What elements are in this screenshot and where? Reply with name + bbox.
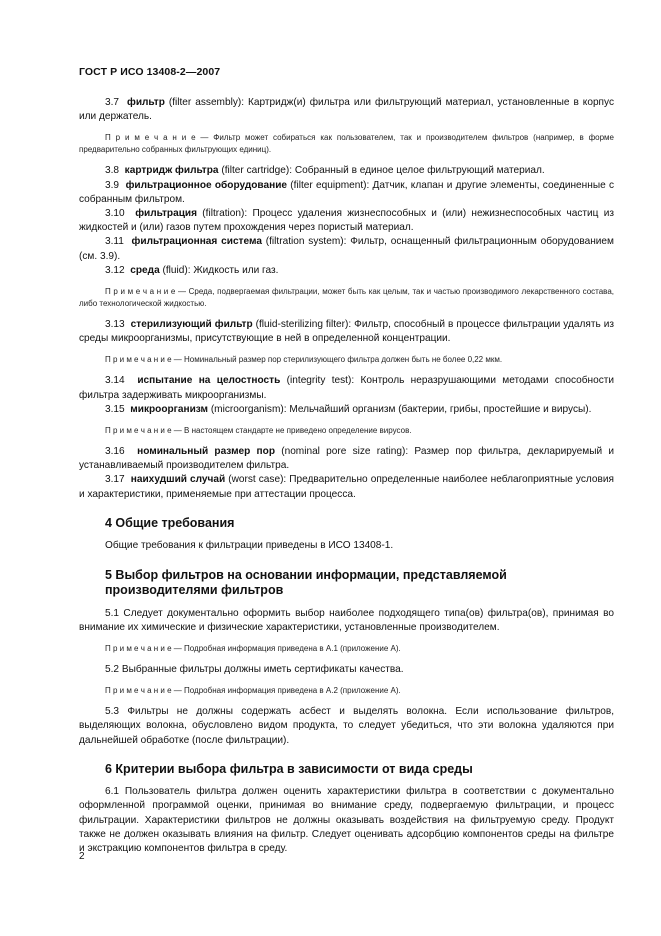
note-3-15: П р и м е ч а н и е — В настоящем стандарте не приведено определение вирусов. bbox=[105, 426, 412, 436]
term-name: микроорганизм bbox=[130, 403, 209, 415]
term-3-15: 3.15 микроорганизм (microorganism): Мельчайший организм (бактерии, грибы, простейшие и вирусы). bbox=[105, 403, 592, 415]
document-header: ГОСТ Р ИСО 13408-2—2007 bbox=[79, 66, 221, 78]
para-5-3: 5.3 Фильтры не должны содержать асбест и выделять волокна. Если использование фильтров, выделяющих волокна, обусловлено видом продукта, то следует убедиться, что эти волокна удаляются при дальнейшей обработке (после фильтрации). bbox=[79, 706, 614, 746]
term-3-8: 3.8 картридж фильтра (filter cartridge): Собранный в единое целое фильтрующий материал. bbox=[105, 165, 545, 177]
note-3-7: П р и м е ч а н и е — Фильтр может собираться как пользователем, так и производителем фильтров (например, в форме предварительно собранных фильтрующих единиц). bbox=[79, 133, 615, 155]
term-name: наихудший случай bbox=[130, 474, 226, 486]
term-3-11: 3.11 фильтрационная система (filtration system): Фильтр, оснащенный фильтрационным оборудованием (см. 3.9). bbox=[79, 236, 614, 262]
term-name: номинальный размер пор bbox=[137, 446, 275, 458]
term-name: фильтрация bbox=[135, 208, 198, 220]
document-body bbox=[79, 96, 614, 856]
section-4-text: Общие требования к фильтрации приведены в ИСО 13408-1. bbox=[105, 540, 394, 552]
term-name: фильтр bbox=[126, 97, 165, 108]
term-name: испытание на целостность bbox=[137, 375, 281, 387]
note-5-2: П р и м е ч а н и е — Подробная информация приведена в А.2 (приложение А). bbox=[105, 686, 401, 696]
term-3-9: 3.9 фильтрационное оборудование (filter equipment): Датчик, клапан и другие элементы, соединенные с собранным фильтром. bbox=[79, 179, 615, 205]
note-3-12: П р и м е ч а н и е — Среда, подвергаемая фильтрации, может быть как целым, так и частью производимого лекарственного состава, либо технологической жидкостью. bbox=[79, 287, 614, 309]
term-3-10: 3.10 фильтрация (filtration): Процесс удаления жизнеспособных и (или) нежизнеспособных частиц из жидкостей и (или) газов путем прохождения через пористый материал. bbox=[79, 208, 615, 234]
para-5-2: 5.2 Выбранные фильтры должны иметь сертификаты качества. bbox=[105, 663, 404, 675]
para-6-1: 6.1 Пользователь фильтра должен оценить характеристики фильтра в соответствии с документально оформленной программой оценки, принимая во внимание среду, подвергаемую фильтрации, и процесс фильтрации. Характеристики фильтров не должны оказывать воздействия на фильтруемую среду. Продукт также не должен оказывать влияния на фильтр. Следует оценивать адсорбцию компонентов среды на фильтре и экстракцию компонентов фильтра в среду. bbox=[79, 786, 614, 855]
term-name: стерилизующий фильтр bbox=[130, 319, 253, 331]
para-5-1: 5.1 Следует документально оформить выбор наиболее подходящего типа(ов) фильтра(ов), принимая во внимание их химические и физические характеристики, установленные производителем. bbox=[79, 607, 614, 633]
page-number: 2 bbox=[79, 851, 85, 862]
term-3-12: 3.12 среда (fluid): Жидкость или газ. bbox=[105, 264, 279, 276]
term-name: фильтрационное оборудование bbox=[125, 179, 288, 191]
term-name: картридж фильтра bbox=[124, 165, 219, 177]
term-3-7: 3.7 фильтр (filter assembly): Картридж(и) фильтра или фильтрующий материал, установленные в корпус или держатель. bbox=[79, 97, 615, 123]
section-5-heading: 5 Выбор фильтров на основании информации, представляемой производителями фильтров bbox=[105, 567, 507, 598]
term-3-14: 3.14 испытание на целостность (integrity test): Контроль неразрушающими методами способности фильтра задерживать микроорганизмы. bbox=[79, 375, 615, 401]
term-3-13: 3.13 стерилизующий фильтр (fluid-sterilizing filter): Фильтр, способный в процессе фильтрации удалять из среды микроорганизмы, присутствующие в ней в определенной концентрации. bbox=[79, 319, 615, 345]
term-3-16: 3.16 номинальный размер пор (nominal pore size rating): Размер пор фильтра, декларируемый и устанавливаемый производителем фильтра. bbox=[79, 446, 614, 472]
term-name: фильтрационная система bbox=[131, 236, 262, 248]
section-4-heading: 4 Общие требования bbox=[105, 515, 235, 530]
term-name: среда bbox=[130, 264, 160, 276]
term-3-17: 3.17 наихудший случай (worst case): Предварительно определенные наиболее неблагоприятные условия и характеристики, применяемые при аттестации процесса. bbox=[79, 474, 614, 500]
note-3-13: П р и м е ч а н и е — Номинальный размер пор стерилизующего фильтра должен быть не более 0,22 мкм. bbox=[105, 355, 503, 365]
section-6-heading: 6 Критерии выбора фильтра в зависимости от вида среды bbox=[105, 761, 473, 776]
note-5-1: П р и м е ч а н и е — Подробная информация приведена в А.1 (приложение А). bbox=[105, 643, 401, 653]
